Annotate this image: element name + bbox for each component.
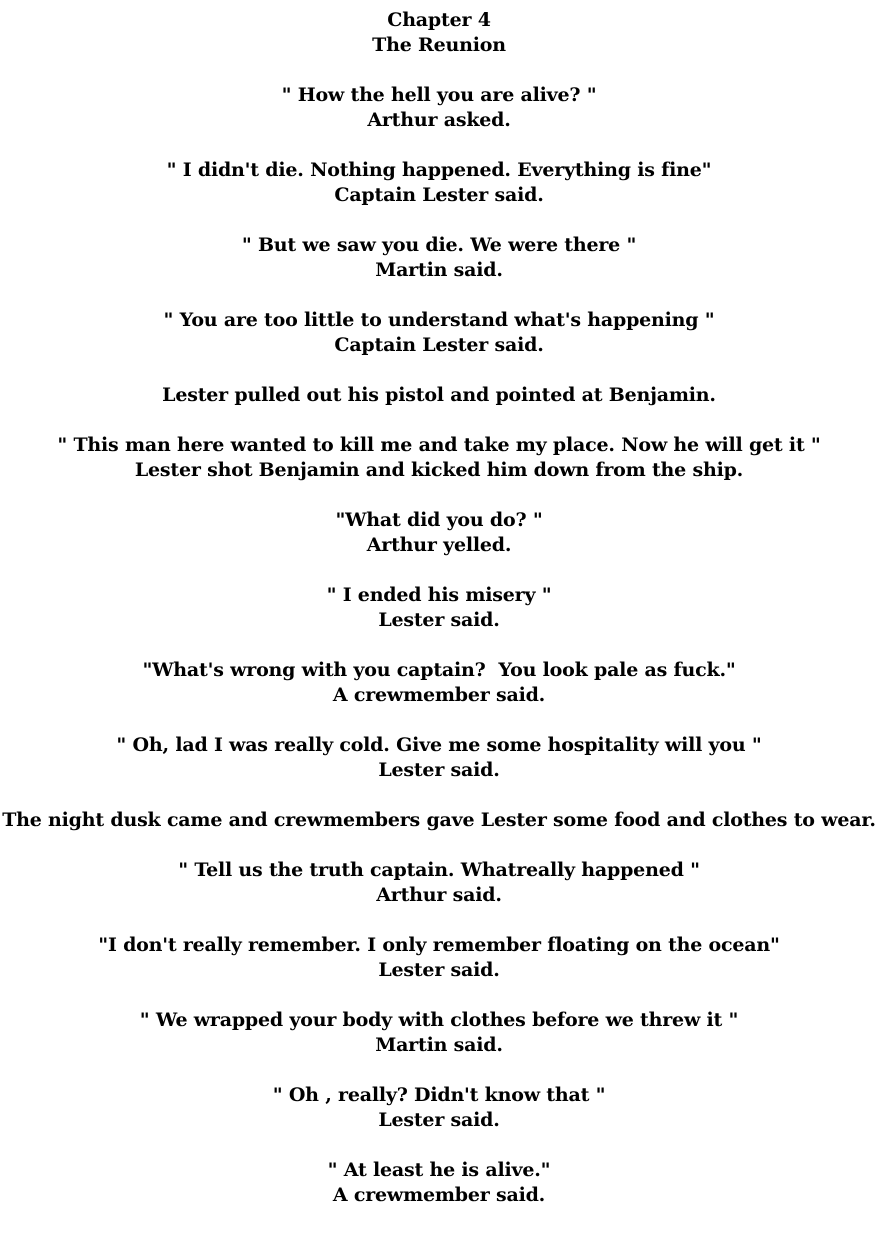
dialogue-line: "What's wrong with you captain? You look pale as fuck." — [142, 659, 736, 681]
dialogue-line: " You are too little to understand what's happening " — [163, 309, 715, 331]
narration-line: Lester shot Benjamin and kicked him down from the ship. — [134, 459, 744, 481]
spacer — [0, 408, 878, 433]
dialogue-line: " But we saw you die. We were there " — [241, 234, 637, 256]
speaker-line: Arthur yelled. — [366, 534, 512, 556]
narration-line: The night dusk came and crewmembers gave Lester some food and clothes to wear. — [2, 809, 876, 831]
speaker-line: Arthur said. — [376, 884, 502, 906]
dialogue-line: " Oh , really? Didn't know that " — [272, 1084, 606, 1106]
spacer — [0, 708, 878, 733]
document-page — [0, 8, 878, 1208]
dialogue-line: " This man here wanted to kill me and take my place. Now he will get it " — [57, 434, 821, 456]
speaker-line: Arthur asked. — [367, 109, 511, 131]
dialogue-line: "I don't really remember. I only remember floating on the ocean" — [98, 934, 780, 956]
spacer — [0, 1058, 878, 1083]
spacer — [0, 483, 878, 508]
spacer — [0, 283, 878, 308]
speaker-line: Martin said. — [375, 259, 503, 281]
dialogue-line: " Tell us the truth captain. Whatreally happened " — [178, 859, 700, 881]
spacer — [0, 833, 878, 858]
speaker-line: Martin said. — [375, 1034, 503, 1056]
dialogue-line: " At least he is alive." — [327, 1159, 551, 1181]
speaker-line: Lester said. — [378, 609, 500, 631]
spacer — [0, 358, 878, 383]
dialogue-line: " Oh, lad I was really cold. Give me some hospitality will you " — [116, 734, 762, 756]
speaker-line: Captain Lester said. — [334, 184, 544, 206]
speaker-line: Lester said. — [378, 959, 500, 981]
spacer — [0, 783, 878, 808]
spacer — [0, 633, 878, 658]
speaker-line: A crewmember said. — [332, 1184, 546, 1206]
spacer — [0, 58, 878, 83]
spacer — [0, 1133, 878, 1158]
dialogue-line: " I ended his misery " — [326, 584, 552, 606]
chapter-title: The Reunion — [372, 34, 506, 56]
dialogue-line: "What did you do? " — [335, 509, 543, 531]
dialogue-line: " We wrapped your body with clothes before we threw it " — [139, 1009, 739, 1031]
spacer — [0, 908, 878, 933]
dialogue-line: " I didn't die. Nothing happened. Everything is fine" — [166, 159, 712, 181]
speaker-line: Lester said. — [378, 1109, 500, 1131]
spacer — [0, 983, 878, 1008]
spacer — [0, 133, 878, 158]
speaker-line: Captain Lester said. — [334, 334, 544, 356]
speaker-line: A crewmember said. — [332, 684, 546, 706]
narration-line: Lester pulled out his pistol and pointed at Benjamin. — [162, 384, 716, 406]
speaker-line: Lester said. — [378, 759, 500, 781]
spacer — [0, 558, 878, 583]
chapter-number: Chapter 4 — [387, 9, 491, 31]
dialogue-line: " How the hell you are alive? " — [281, 84, 597, 106]
spacer — [0, 208, 878, 233]
